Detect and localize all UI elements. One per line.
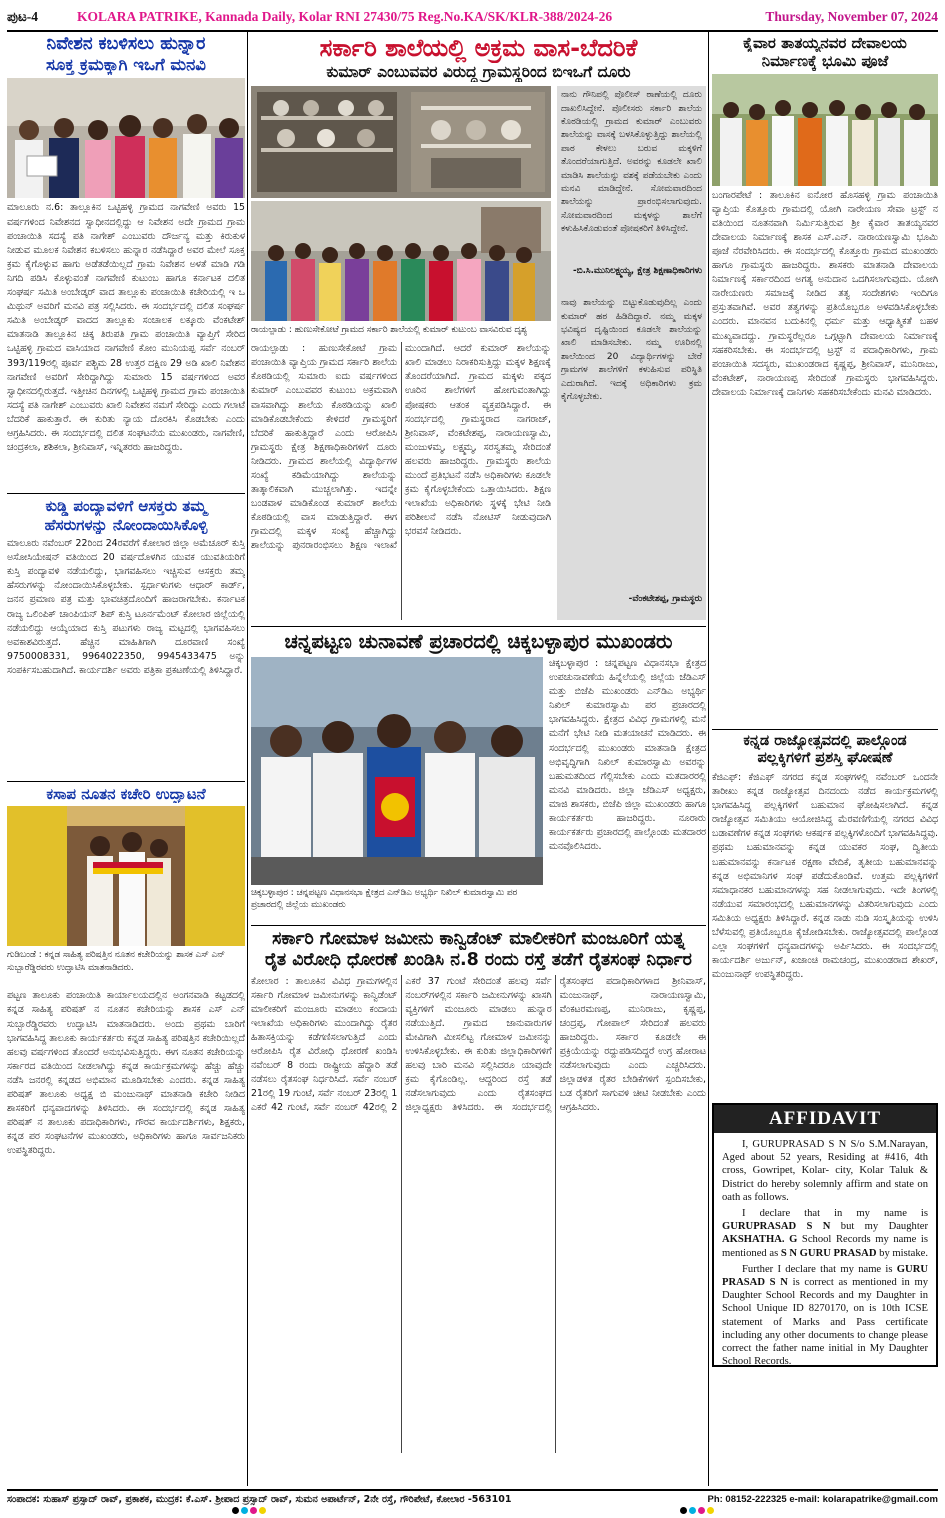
page-label: ಪುಟ-4 (7, 9, 39, 24)
story-wrestling-body: ಮಾಲೂರು ನವೆಂಬರ್ 22ರಿಂದ 24ರವರೆಗೆ ಕೋಲಾರ ಜಿಲ್ಲಾ ಅಮೆಚೂರ್ ಕುಸ್ತಿ ಅಸೋಸಿಯೇಷನ್ ವತಿಯಿಂದ 20 ವರ್ಷದೊಳಗಿನ ಯುವಕ ಯುವತಿಯರಿಗೆ ಕುಸ್ತಿ ಪಂದ್ಯಾವಳಿ ನಡೆಯಲಿದ್ದು, ಭಾಗವಹಿಸಲು ಇಚ್ಚಿಸುವ ಆಸಕ್ತರು ತಮ್ಮ ಹೆಸರುಗಳನ್ನು ನೋಂದಾಯಿಸಿಕೊಳ್ಳಬೇಕು. ಸ್ಪರ್ಧಾಳುಗಳು ಆಧಾರ್ ಕಾರ್ಡ್, ಜನನ ಪ್ರಮಾಣ ಪತ್ರ ಮತ್ತು ಭಾವಚಿತ್ರದೊಂದಿಗೆ ಹಾಜರಾಗಬೇಕು. ಕರ್ನಾಟಕ ರಾಜ್ಯ ಒಲಿಂಪಿಕ್ ಚಾಂಪಿಯನ್ ಶಿಪ್ ಕುಸ್ತಿ ಟೂರ್ನಮೆಂಟ್ ಕೋಲಾರ ಜಿಲ್ಲೆಯಲ್ಲಿ ನಡೆಯಲಿದ್ದು ಆಯ್ಕೆಯಾದ ಕುಸ್ತಿ ಪಟುಗಳು ರಾಜ್ಯ ಮಟ್ಟದಲ್ಲಿ ಭಾಗವಹಿಸಲು ಅವಕಾಶವಿರುತ್ತದೆ. ಹೆಚ್ಚಿನ ಮಾಹಿತಿಗಾಗಿ ದೂರವಾಣಿ ಸಂಖ್ಯೆ 9750008331, 9964022350, 9945433475 ಅನ್ನು ಸಂಪರ್ಕಿಸಬಹುದಾಗಿದೆ. ಕಾರ್ಯದರ್ಶಿ ಅವರು ಪತ್ರಿಕಾ ಪ್ರಕಟಣೆಯಲ್ಲಿ ತಿಳಿಸಿದ್ದಾರೆ. (7, 538, 245, 676)
rajyotsava-story-body: ಕೆಜಿಎಫ್: ಕೆಜಿಎಫ್ ನಗರದ ಕನ್ನಡ ಸಂಘಗಳಲ್ಲಿ ನವೆಂಬರ್ ಒಂದನೇ ತಾರೀಖು ಕನ್ನಡ ರಾಜ್ಯೋತ್ಸವ ದಿನದಂದು ನಡೆದ ಕಾರ್ಯಕ್ರಮಗಳಲ್ಲಿ ಭಾಗವಹಿಸಿದ್ದ ಪಲ್ಲಕ್ಕಿಗಳಿಗೆ ಬಹುಮಾನ ಘೋಷಿಸಲಾಗಿದೆ. ಕನ್ನಡ ರಾಜ್ಯೋತ್ಸವ ಸಮಿತಿಯು ಆಯೋಜಿಸಿದ್ದ ಮೆರವಣಿಗೆಯಲ್ಲಿ ನಗರದ ವಿವಿಧ ಬಡಾವಣೆಗಳ ಕನ್ನಡ ಸಂಘಗಳು ಆಕರ್ಷಕ ಪಲ್ಲಕ್ಕಿಗಳೊಂದಿಗೆ ಭಾಗವಹಿಸಿದ್ದವು. ಪ್ರಥಮ ಬಹುಮಾನವನ್ನು ಕನ್ನಡ ಯುವಕರ ಸಂಘ, ದ್ವಿತೀಯ ಬಹುಮಾನವನ್ನು ಕರ್ನಾಟಕ ರಕ್ಷಣಾ ವೇದಿಕೆ, ತೃತೀಯ ಬಹುಮಾನವನ್ನು ಕನ್ನಡ ಅಭಿಮಾನಿಗಳ ಸಂಘ ಪಡೆದುಕೊಂಡಿವೆ. ಉತ್ತಮ ಪಲ್ಲಕ್ಕಿಗಳಿಗೆ ಸಮಾಧಾನಕರ ಬಹುಮಾನಗಳನ್ನು ಸಹ ನೀಡಲಾಗುವುದು. ಇದೇ ತಿಂಗಳಲ್ಲಿ ನಡೆಯುವ ಸಮಾರಂಭದಲ್ಲಿ ಬಹುಮಾನಗಳನ್ನು ವಿತರಿಸಲಾಗುವುದು ಎಂದು ಸಮಿತಿಯ ಅಧ್ಯಕ್ಷರು ತಿಳಿಸಿದ್ದಾರೆ. ಕನ್ನಡ ನಾಡು ನುಡಿ ಸಂಸ್ಕೃತಿಯನ್ನು ಉಳಿಸಿ ಬೆಳೆಸುವಲ್ಲಿ ಪ್ರತಿಯೊಬ್ಬರೂ ಕೈಜೋಡಿಸಬೇಕು. ರಾಜ್ಯೋತ್ಸವದಲ್ಲಿ ಪಾಲ್ಗೊಂಡ ಎಲ್ಲಾ ಸಂಘಗಳಿಗೆ ಧನ್ಯವಾದಗಳನ್ನು ಅರ್ಪಿಸಿದರು. ಈ ಸಂದರ್ಭದಲ್ಲಿ ಕಾರ್ಯದರ್ಶಿ ಅರ್ಜುನ್, ಖಜಾಂಚಿ ರಾಮಚಂದ್ರ, ಮುಖಂಡರಾದ ಶೇಖರ್, ಮಂಜುನಾಥ್ ಉಪಸ್ಥಿತರಿದ್ದರು. (712, 771, 938, 981)
photo-kasapa (7, 806, 245, 946)
column-divider (708, 32, 709, 1486)
story-site-grab-body: ಮಾಲೂರು ನ.6: ತಾಲ್ಲೂಕಿನ ಒಟ್ಟಿಹಳ್ಳಿ ಗ್ರಾಮದ ನಾಗವೇಣಿ ಅವರು 15 ವರ್ಷಗಳಿಂದ ನಿವೇಶನದ ಸ್ವಾಧೀನದಲ್ಲಿದ್ದು ಆ ನಿವೇಶನ ಅದೇ ಗ್ರಾಮದ ಗ್ರಾಮ ಪಂಚಾಯಿತಿ ಸದಸ್ಯೆ ಪತಿ ನಾಗೇಶ್ ಎಂಬುವರು ದೌರ್ಜನ್ಯ ಮತ್ತು ಕಿರುಕುಳ ನೀಡುವ ಮೂಲಕ ನಿವೇಶನ ಕಬಳಿಸಲು ಹುನ್ನಾರ ನಡೆಸಿದ್ದಾರೆ ಅವರ ಮೇಲೆ ಸೂಕ್ತ ಕ್ರಮ ಕೈಗೊಳ್ಳುವ ಹಾಗು ಅಡೆತಡೆಯಿಲ್ಲದೆ ಗ್ರಾಮ ನಿವೇಶನ ಅಳತೆ ಮಾಡಿ ಗಡಿ ನಿಗದಿ ಪಡಿಸಿ ಕೊಳ್ಳುವಂತೆ ನಾಗವೇಣಿ ಕುಟುಂಬ ಹಾಗೂ ಕರ್ನಾಟಕ ದಲಿತ ಸಂಘರ್ಷ ಸಮಿತಿ ಅಂಬೇಡ್ಕರ್ ವಾದ ತಾಲ್ಲೂಕು ಪಂಚಾಯಿತಿ ಕಚೇರಿಯಲ್ಲಿ ಇ ಒ ಮಿಥುನ್ ಅವರಿಗೆ ಮನವಿ ಪತ್ರ ಸಲ್ಲಿಸಿದರು. ಈ ಸಂದರ್ಭದಲ್ಲಿ ದಲಿತ ಸಂಘರ್ಷ ಸಮಿತಿ ಅಂಬೇಡ್ಕರ್ ವಾದದ ತಾಲ್ಲೂಕು ಸಂಚಾಲಕ ಲಕ್ಕೂರು ವೆಂಕಟೇಶ್ ಮಾತನಾಡಿ ತಾಲ್ಲೂಕಿನ ಚಿಕ್ಕ ತಿರುಪತಿ ಗ್ರಾಮ ಪಂಚಾಯಿತಿ ವ್ಯಾಪ್ತಿಗೆ ಸೇರಿದ ಒಟ್ಟಿಹಳ್ಳಿ ಗ್ರಾಮದ ವಾಸಿಯಾದ ನಾಗವೇಣಿ ಕೋಂ ಮುನಿಯಪ್ಪ ಸರ್ವೆ ನಂಬರ್ 393/119ರಲ್ಲಿ ಪೂರ್ವ ಪಶ್ಚಿಮ 28 ಉತ್ತರ ದಕ್ಷಿಣ 29 ಅಡಿ ಖಾಲಿ ನಿವೇಶನ ನಾಗವೇಣಿ ಅವರಿಗೆ ಸೇರಿದ್ದಾಗಿದ್ದು ಸುಮಾರು 15 ವರ್ಷಗಳಿಂದ ಅವರ ಸ್ವಾಧೀನದಲ್ಲಿರುತ್ತದೆ. ಇತ್ತೀಚಿನ ದಿನಗಳಲ್ಲಿ ಒಟ್ಟಿಹಳ್ಳಿ ಗ್ರಾಮದ ಗ್ರಾಮ ಪಂಚಾಯಿತಿ ಸದಸ್ಯೆ ಪತಿ ನಾಗೇಶ್ ಎಂಬುವರು ಖಾಲಿ ನಿವೇಶನ ನಮಗೆ ಸೇರಿದ್ದು ಎಂದು ಗಲಾಟೆ ಬೆದರಿಕೆ ಹಾಕುತ್ತಾರೆ. ಈ ಕುರಿತು ನ್ಯಾಯ ದೊರಕಿಸಿ ಕೊಡಬೇಕು ಎಂದು ಆಗ್ರಹಿಸಿದರು. ಈ ಸಂದರ್ಭದಲ್ಲಿ ದಲಿತ ಸಂಘಟನೆಯ ಮುಖಂಡರು, ನಾಗವೇಣಿ, ಚಂದ್ರಕಲಾ, ಶಶಿಕಲಾ, ಶ್ರೀನಿವಾಸ್, ಇನ್ನಿತರರು ಹಾಜರಿದ್ದರು. (7, 202, 245, 454)
column-right (712, 32, 938, 1367)
footer-credits: ಸಂಪಾದಕ: ಸುಹಾಸ್ ಪ್ರಸ್ಸಾದ್ ರಾವ್, ಪ್ರಕಾಶಕ, ಮುದ್ರಕ: ಕೆ.ಎಸ್. ಶ್ರೀಪಾದ ಪ್ರಸ್ಸಾದ್ ರಾವ್, ಸುಮನ ಅಪಾರ್ಟೆನ್, 2ನೇ ರಸ್ತೆ, ಗೌರಿಪೇಟೆ, ಕೋಲಾರ -563101 (7, 1493, 512, 1505)
headline-wrestling: ಕುಡ್ಡಿ ಪಂದ್ಯಾವಳಿಗೆ ಆಸಕ್ತರು ತಮ್ಮ (45, 497, 207, 516)
campaign-leaders-image (251, 657, 543, 885)
lead-story-body: ರಾಯಲ್ಪಾಡು : ಹುಣುಸೇಕೋಟೆ ಗ್ರಾಮ ಪಂಚಾಯಿತಿ ವ್ಯಾಪ್ತಿಯ ಗ್ರಾಮದ ಸರ್ಕಾರಿ ಶಾಲೆಯ ಕೊಠಡಿಯಲ್ಲಿ ಸುಮಾರು ಐದು ವರ್ಷಗಳಿಂದ ಕುಮಾರ್ ಎಂಬುವವರ ಕುಟುಂಬ ಅಕ್ರಮವಾಗಿ ವಾಸವಾಗಿದ್ದು ಶಾಲೆಯ ಕೊಠಡಿಯನ್ನು ಖಾಲಿ ಮಾಡಿಕೊಡಬೇಕೆಂದು ಕೇಳಿದರೆ ಗ್ರಾಮಸ್ಥರಿಗೆ ಬೆದರಿಕೆ ಹಾಕುತ್ತಿದ್ದಾರೆ ಎಂದು ಆರೋಪಿಸಿ ಗ್ರಾಮಸ್ಥರು ಕ್ಷೇತ್ರ ಶಿಕ್ಷಣಾಧಿಕಾರಿಗಳಿಗೆ ದೂರು ನೀಡಿದರು. ಗ್ರಾಮದ ಶಾಲೆಯಲ್ಲಿ ವಿದ್ಯಾರ್ಥಿಗಳ ಸಂಖ್ಯೆ ಕಡಿಮೆಯಾಗಿದ್ದು ಶಾಲೆಯನ್ನು ತಾತ್ಕಾಲಿಕವಾಗಿ ಮುಚ್ಚಲಾಗಿತ್ತು. ಇದನ್ನೇ ಬಂಡವಾಳ ಮಾಡಿಕೊಂಡ ಕುಮಾರ್ ಶಾಲೆಯ ಕೊಠಡಿಯಲ್ಲಿ ವಾಸ ಮಾಡುತ್ತಿದ್ದಾರೆ. ಈಗ ಗ್ರಾಮದಲ್ಲಿ ಮಕ್ಕಳ ಸಂಖ್ಯೆ ಹೆಚ್ಚಾಗಿದ್ದು ಶಾಲೆಯನ್ನು ಪುನರಾರಂಭಿಸಲು ಶಿಕ್ಷಣ ಇಲಾಖೆ ಮುಂದಾಗಿದೆ. ಆದರೆ ಕುಮಾರ್ ಶಾಲೆಯನ್ನು ಖಾಲಿ ಮಾಡಲು ನಿರಾಕರಿಸುತ್ತಿದ್ದು ಮಕ್ಕಳ ಶಿಕ್ಷಣಕ್ಕೆ ತೊಂದರೆಯಾಗಿದೆ. ಗ್ರಾಮದ ಮಕ್ಕಳು ಪಕ್ಕದ ಊರಿನ ಶಾಲೆಗಳಿಗೆ ಹೋಗುವಂತಾಗಿದ್ದು ಪೋಷಕರು ಆತಂಕ ವ್ಯಕ್ತಪಡಿಸಿದ್ದಾರೆ. ಈ ಸಂದರ್ಭದಲ್ಲಿ ಗ್ರಾಮಸ್ಥರಾದ ನಾಗರಾಜ್, ಶ್ರೀನಿವಾಸ್, ವೆಂಕಟೇಶಪ್ಪ, ನಾರಾಯಣಸ್ವಾಮಿ, ಮಂಜುಳಮ್ಮ, ಲಕ್ಷ್ಮಮ್ಮ, ಸರಸ್ವತಮ್ಮ ಸೇರಿದಂತೆ ಹಲವರು ಹಾಜರಿದ್ದರು. ಗ್ರಾಮಸ್ಥರು ಶಾಲೆಯ ಮುಂದೆ ಪ್ರತಿಭಟನೆ ನಡೆಸಿ ಅಧಿಕಾರಿಗಳು ಕೂಡಲೇ ಕ್ರಮ ಕೈಗೊಳ್ಳಬೇಕೆಂದು ಒತ್ತಾಯಿಸಿದರು. ಶಿಕ್ಷಣ ಇಲಾಖೆಯ ಅಧಿಕಾರಿಗಳು ಸ್ಥಳಕ್ಕೆ ಭೇಟಿ ನೀಡಿ ಪರಿಶೀಲನೆ ನಡೆಸಿ ನೋಟಿಸ್ ನೀಡುವುದಾಗಿ ಭರವಸೆ ನೀಡಿದರು. (251, 343, 551, 552)
headline-site-grab: ನಿವೇಶನ ಕಬಳಿಸಲು ಹುನ್ನಾರ (46, 34, 206, 54)
masthead: KOLARA PATRIKE, Kannada Daily, Kolar RNI 27430/75 Reg.No.KA/SK/KLR-388/2024-26 (77, 9, 613, 24)
issue-date: Thursday, November 07, 2024 (765, 9, 938, 24)
gomala-story-body: ಕೋಲಾರ : ತಾಲೂಕಿನ ವಿವಿಧ ಗ್ರಾಮಗಳಲ್ಲಿನ ಸರ್ಕಾರಿ ಗೋಮಾಳ ಜಮೀನುಗಳನ್ನು ಕಾನ್ವಿಡೆಂಟ್ ಮಾಲೀಕರಿಗೆ ಮಂಜೂರು ಮಾಡಲು ಕಂದಾಯ ಇಲಾಖೆಯ ಅಧಿಕಾರಿಗಳು ಮುಂದಾಗಿದ್ದು ರೈತರ ಹಿತಾಸಕ್ತಿಯನ್ನು ಕಡೆಗಣಿಸಲಾಗುತ್ತಿದೆ ಎಂದು ಆರೋಪಿಸಿ ರೈತ ವಿರೋಧಿ ಧೋರಣೆ ಖಂಡಿಸಿ ನವೆಂಬರ್ 8 ರಂದು ರಾಷ್ಟ್ರೀಯ ಹೆದ್ದಾರಿ ತಡೆ ನಡೆಸಲು ರೈತಸಂಘ ನಿರ್ಧರಿಸಿದೆ. ಸರ್ವೆ ನಂಬರ್ 21ರಲ್ಲಿ 19 ಗುಂಟೆ, ಸರ್ವೆ ನಂಬರ್ 23ರಲ್ಲಿ 1 ಎಕರೆ 42 ಗುಂಟೆ, ಸರ್ವೆ ನಂಬರ್ 42ರಲ್ಲಿ 2 ಎಕರೆ 37 ಗುಂಟೆ ಸೇರಿದಂತೆ ಹಲವು ಸರ್ವೆ ನಂಬರ್‌ಗಳಲ್ಲಿನ ಸರ್ಕಾರಿ ಜಮೀನುಗಳನ್ನು ಖಾಸಗಿ ವ್ಯಕ್ತಿಗಳಿಗೆ ಮಂಜೂರು ಮಾಡಲು ಹುನ್ನಾರ ನಡೆಯುತ್ತಿದೆ. ಗ್ರಾಮದ ಜಾನುವಾರುಗಳ ಮೇವಿಗಾಗಿ ಮೀಸಲಿಟ್ಟ ಗೋಮಾಳ ಜಮೀನನ್ನು ಉಳಿಸಿಕೊಳ್ಳಬೇಕು. ಈ ಕುರಿತು ಜಿಲ್ಲಾಧಿಕಾರಿಗಳಿಗೆ ಹಲವು ಬಾರಿ ಮನವಿ ಸಲ್ಲಿಸಿದರೂ ಯಾವುದೇ ಕ್ರಮ ಕೈಗೊಂಡಿಲ್ಲ. ಆದ್ದರಿಂದ ರಸ್ತೆ ತಡೆ ನಡೆಸಲಾಗುವುದು ಎಂದು ರೈತಸಂಘದ ಜಿಲ್ಲಾಧ್ಯಕ್ಷರು ತಿಳಿಸಿದರು. ಈ ಸಂದರ್ಭದಲ್ಲಿ ರೈತಸಂಘದ ಪದಾಧಿಕಾರಿಗಳಾದ ಶ್ರೀನಿವಾಸ್, ಮಂಜುನಾಥ್, ನಾರಾಯಣಸ್ವಾಮಿ, ವೆಂಕಟರಮಣಪ್ಪ, ಮುನಿರಾಜು, ಕೃಷ್ಣಪ್ಪ, ಚಂದ್ರಪ್ಪ, ಗೋಪಾಲ್ ಸೇರಿದಂತೆ ಹಲವರು ಹಾಜರಿದ್ದರು. ಸರ್ಕಾರ ಕೂಡಲೇ ಈ ಪ್ರಕ್ರಿಯೆಯನ್ನು ರದ್ದುಪಡಿಸದಿದ್ದರೆ ಉಗ್ರ ಹೋರಾಟ ನಡೆಸಲಾಗುವುದು ಎಂದು ಎಚ್ಚರಿಸಿದರು. ಜಿಲ್ಲಾಡಳಿತ ರೈತರ ಬೇಡಿಕೆಗಳಿಗೆ ಸ್ಪಂದಿಸಬೇಕು, ಬಡ ರೈತರಿಗೆ ಸಾಗುವಳಿ ಚೀಟಿ ನೀಡಬೇಕು ಎಂದು ಆಗ್ರಹಿಸಿದರು. (251, 975, 706, 1114)
page-footer (7, 1489, 938, 1507)
headline-school-occupation-sub: ಕುಮಾರ್ ಎಂಬುವವರ ವಿರುದ್ಧ ಗ್ರಾಮಸ್ಥರಿಂದ ಬಿಇಒಗೆ ದೂರು (326, 63, 631, 82)
kaivara-story-body: ಬಂಗಾರಪೇಟೆ : ತಾಲೂಕಿನ ಐನೋರ ಹೊಸಹಳ್ಳಿ ಗ್ರಾಮ ಪಂಚಾಯಿತಿ ವ್ಯಾಪ್ತಿಯ ಕೊತ್ತೂರು ಗ್ರಾಮದಲ್ಲಿ ಯೋಗಿ ನಾರೇಯಣ ಸೇವಾ ಟ್ರಸ್ಟ್ ನ ವತಿಯಿಂದ ನೂತನವಾಗಿ ನಿರ್ಮಿಸುತ್ತಿರುವ ಶ್ರೀ ಕೈವಾರ ತಾತಯ್ಯನವರ ದೇವಾಲಯ ನಿರ್ಮಾಣಕ್ಕೆ ಶಾಸಕ ಎಸ್.ಎನ್. ನಾರಾಯಣಸ್ವಾಮಿ ಭೂಮಿ ಪೂಜೆ ನೆರವೇರಿಸಿದರು. ಈ ಸಂದರ್ಭದಲ್ಲಿ ಕೊತ್ತೂರು ಗ್ರಾಮದ ಮುಖಂಡರು ಹಾಗೂ ಗ್ರಾಮಸ್ಥರು ಹಾಜರಿದ್ದರು. ಶಾಸಕರು ಮಾತನಾಡಿ ದೇವಾಲಯ ನಿರ್ಮಾಣಕ್ಕೆ ಸರ್ಕಾರದಿಂದ ಅಗತ್ಯ ಅನುದಾನ ಒದಗಿಸಲಾಗುವುದು. ಯೋಗಿ ನಾರೇಯಣರು ಸಮಾಜಕ್ಕೆ ನೀಡಿದ ತತ್ವ ಸಂದೇಶಗಳು ಇಂದಿಗೂ ಪ್ರಸ್ತುತವಾಗಿವೆ. ಅವರ ತತ್ವಗಳನ್ನು ಪ್ರತಿಯೊಬ್ಬರೂ ಅಳವಡಿಸಿಕೊಳ್ಳಬೇಕು ಎಂದರು. ಮಾನವನ ಬದುಕಿನಲ್ಲಿ ಧರ್ಮ ಮತ್ತು ಆಧ್ಯಾತ್ಮಿಕತೆ ಬಹಳ ಮುಖ್ಯವಾದದ್ದು. ಗ್ರಾಮಸ್ಥರೆಲ್ಲರೂ ಒಗ್ಗಟ್ಟಾಗಿ ದೇವಾಲಯ ನಿರ್ಮಾಣಕ್ಕೆ ಸಹಕರಿಸಬೇಕು. ಈ ಸಂದರ್ಭದಲ್ಲಿ ಟ್ರಸ್ಟ್ ನ ಪದಾಧಿಕಾರಿಗಳು, ಗ್ರಾಮ ಪಂಚಾಯಿತಿ ಸದಸ್ಯರು, ಮುಖಂಡರಾದ ಕೃಷ್ಣಪ್ಪ, ಶ್ರೀನಿವಾಸ್, ಮುನಿರಾಜು, ವೆಂಕಟೇಶ್, ನಾರಾಯಣಪ್ಪ ಸೇರಿದಂತೆ ಗ್ರಾಮಸ್ಥರು ಭಾಗವಹಿಸಿದ್ದರು. ದೇವಾಲಯ ನಿರ್ಮಾಣಕ್ಕೆ ದಾನಿಗಳು ಸಹಕರಿಸಬೇಕೆಂದು ಮನವಿ ಮಾಡಿದರು. (712, 189, 938, 398)
headline-kaivara-temple: ಕೈವಾರ ತಾತಯ್ಯನವರ ದೇವಾಲಯ (743, 34, 907, 52)
lead-story-block (251, 86, 706, 620)
footer-contact: Ph: 08152-222325 e-mail: kolarapatrike@gmail.com (707, 1493, 938, 1505)
story-divider (251, 925, 706, 926)
headline-channapatna-campaign: ಚನ್ನಪಟ್ಟಣ ಚುನಾವಣೆ ಪ್ರಚಾರದಲ್ಲಿ ಚಿಕ್ಕಬಳ್ಳಾಪುರ ಮುಖಂಡರು (284, 630, 673, 654)
affidavit-body (714, 1133, 936, 1376)
bhoomi-pooja-image (712, 74, 938, 186)
photo-petition (7, 78, 245, 198)
campaign-caption: ಚಿಕ್ಕಬಳ್ಳಾಪುರ : ಚನ್ನಪಟ್ಟಣ ವಿಧಾನಸಭಾ ಕ್ಷೇತ್ರದ ಎನ್‌ಡಿಎ ಅಭ್ಯರ್ಥಿ ನಿಖಿಲ್ ಕುಮಾರಸ್ವಾಮಿ ಪರ ಪ್ರಚಾರದಲ್ಲಿ ಜಿಲ್ಲೆಯ ಮುಖಂಡರು (251, 887, 518, 911)
headline-gomala-land: ಸರ್ಕಾರಿ ಗೋಮಾಳ ಜಮೀನು ಕಾನ್ವಿಡೆಂಟ್ ಮಾಲೀಕರಿಗೆ ಮಂಜೂರಿಗೆ ಯತ್ನ (272, 928, 685, 949)
headline-kasapa-office: ಕಸಾಪ ನೂತನ ಕಚೇರಿ ಉದ್ಘಾಟನೆ (46, 785, 206, 804)
photo-bhoomi-pooja (712, 74, 938, 186)
headline-gomala-land-sub: ರೈತ ವಿರೋಧಿ ಧೋರಣೆ ಖಂಡಿಸಿ ನ.8 ರಂದು ರಸ್ತೆ ತಡೆಗೆ ರೈತಸಂಘ ನಿರ್ಧಾರ (265, 950, 692, 971)
photo-villagers (251, 201, 551, 321)
campaign-story-body: ಚಿಕ್ಕಬಳ್ಳಾಪುರ : ಚನ್ನಪಟ್ಟಣ ವಿಧಾನಸಭಾ ಕ್ಷೇತ್ರದ ಉಪಚುನಾವಣೆಯ ಹಿನ್ನೆಲೆಯಲ್ಲಿ ಜಿಲ್ಲೆಯ ಜೆಡಿಎಸ್ ಮತ್ತು ಬಿಜೆಪಿ ಮುಖಂಡರು ಎನ್‌ಡಿಎ ಅಭ್ಯರ್ಥಿ ನಿಖಿಲ್ ಕುಮಾರಸ್ವಾಮಿ ಪರ ಪ್ರಚಾರದಲ್ಲಿ ಭಾಗವಹಿಸಿದ್ದರು. ಕ್ಷೇತ್ರದ ವಿವಿಧ ಗ್ರಾಮಗಳಲ್ಲಿ ಮನೆ ಮನೆಗೆ ಭೇಟಿ ನೀಡಿ ಮತಯಾಚನೆ ಮಾಡಿದರು. ಈ ಸಂದರ್ಭದಲ್ಲಿ ಮುಖಂಡರು ಮಾತನಾಡಿ ಕ್ಷೇತ್ರದ ಅಭಿವೃದ್ಧಿಗಾಗಿ ನಿಖಿಲ್ ಕುಮಾರಸ್ವಾಮಿ ಅವರನ್ನು ಬಹುಮತದಿಂದ ಗೆಲ್ಲಿಸಬೇಕು ಎಂದು ಮತದಾರರಲ್ಲಿ ಮನವಿ ಮಾಡಿದರು. ಜಿಲ್ಲಾ ಜೆಡಿಎಸ್ ಅಧ್ಯಕ್ಷರು, ಮಾಜಿ ಶಾಸಕರು, ಬಿಜೆಪಿ ಜಿಲ್ಲಾ ಮುಖಂಡರು ಹಾಗೂ ಕಾರ್ಯಕರ್ತರು ಹಾಜರಿದ್ದರು. ನೂರಾರು ಕಾರ್ಯಕರ್ತರು ಪ್ರಚಾರದಲ್ಲಿ ಪಾಲ್ಗೊಂಡು ಮತದಾರರ ಮನವೊಲಿಸಿದರು. (549, 657, 706, 853)
column-left (7, 32, 245, 1311)
story-divider (712, 729, 938, 730)
quote-box (557, 86, 706, 620)
column-center (251, 32, 706, 1453)
petition-group-image (7, 78, 245, 198)
print-registration-marks (232, 1507, 266, 1514)
story-divider (251, 626, 706, 627)
headline-site-grab-sub: ಸೂಕ್ತ ಕ್ರಮಕ್ಕಾಗಿ ಇಒಗೆ ಮನವಿ (46, 55, 206, 75)
office-inauguration-image (7, 806, 245, 946)
affidavit-para-3: Further I declare that my name is GURU PRASAD S N is correct as mentioned in my Daughter School Records and my Daughter in School Unique ID 8270170, on is 10th ICSE statement of Marks and Pass certificate including any other documents to change please correct the father name initial in My Daughter School Records. (722, 1263, 928, 1368)
photo-kitchen (251, 86, 551, 198)
columns (7, 32, 938, 1486)
quote-beo-text: ನಾನು ಗೌನಿಪಲ್ಲಿ ಪೊಲೀಸ್ ಠಾಣೆಯಲ್ಲಿ ದೂರು ದಾಖಲಿಸಿದ್ದೇನೆ. ಪೊಲೀಸರು ಸರ್ಕಾರಿ ಶಾಲೆಯ ಕೊಠಡಿಯಲ್ಲಿ ಗ್ರಾಮದ ಕುಮಾರ್ ಎಂಬುವರು ಶಾಲೆಯನ್ನು ವಾಸಕ್ಕೆ ಬಳಸಿಕೊಳ್ಳುತ್ತಿದ್ದು ಶಾಲೆಯಲ್ಲಿ ಪಾಠ ಕೇಳಲು ಬರುವ ಮಕ್ಕಳಿಗೆ ತೊಂದರೆಯಾಗುತ್ತಿದೆ. ಅವರನ್ನು ಕೂಡಲೇ ಖಾಲಿ ಮಾಡಿಸಿ ಶಾಲೆಯನ್ನು ವಶಕ್ಕೆ ಪಡೆಯಬೇಕು ಎಂದು ಮನವಿ ಮಾಡಿದ್ದೇನೆ. ಸೋಮವಾರದಿಂದ ಶಾಲೆಯನ್ನು ಪ್ರಾರಂಭಿಸಲಾಗುವುದು. ಸೋಮವಾರದಿಂದ ಮಕ್ಕಳನ್ನು ಶಾಲೆಗೆ ಕಳುಹಿಸಿಕೊಡುವಂತೆ ಪೋಷಕರಿಗೆ ತಿಳಿಸಿದ್ದೇನೆ. (561, 90, 702, 235)
kasapa-caption: ಗುಡಿಬಂಡೆ : ಕನ್ನಡ ಸಾಹಿತ್ಯ ಪರಿಷತ್ತಿನ ನೂತನ ಕಚೇರಿಯನ್ನು ಶಾಸಕ ಎಸ್ ಎನ್ ಸುಬ್ಬಾರೆಡ್ಡಿರವರು ಉದ್ಘಾಟಿಸಿ ಮಾತನಾಡಿದರು. (7, 950, 225, 973)
affidavit-para-2: I declare that in my name is GURUPRASAD S N but my Daughter AKSHATHA. G School Records my name is mentioned as S N GURU PRASAD by mistake. (722, 1207, 928, 1259)
headline-kaivara-temple-sub: ನಿರ್ಮಾಣಕ್ಕೆ ಭೂಮಿ ಪೂಜೆ (761, 52, 889, 71)
column-divider (247, 32, 248, 1486)
headline-school-occupation: ಸರ್ಕಾರಿ ಶಾಲೆಯಲ್ಲಿ ಅಕ್ರಮ ವಾಸ-ಬೆದರಿಕೆ (319, 34, 638, 62)
story-kasapa-body: ಪಟ್ಟಣ ತಾಲೂಕು ಪಂಚಾಯಿತಿ ಕಾರ್ಯಾಲಯದಲ್ಲಿನ ಅಂಗನವಾಡಿ ಕಟ್ಟಡದಲ್ಲಿ ಕನ್ನಡ ಸಾಹಿತ್ಯ ಪರಿಷತ್ ನ ನೂತನ ಕಚೇರಿಯನ್ನು ಶಾಸಕ ಎಸ್ ಎನ್ ಸುಬ್ಬಾರೆಡ್ಡಿರವರು ಉದ್ಘಾಟಿಸಿ ಮಾತನಾಡಿದರು. ಅಂದು ಪ್ರಥಮ ಬಾರಿಗೆ ಭಾಗವಹಿಸಿದ್ದ ತಾಲೂಕು ಕಾರ್ಯಕರ್ತರು ಕನ್ನಡ ಸಾಹಿತ್ಯ ಪರಿಷತ್ತಿನ ಕಚೇರಿಯಿಲ್ಲದೆ ಹಲವು ವರ್ಷಗಳಿಂದ ತೊಂದರೆ ಅನುಭವಿಸುತ್ತಿದ್ದರು. ಈಗ ನೂತನ ಕಚೇರಿಯನ್ನು ಸರ್ಕಾರದ ವತಿಯಿಂದ ನೀಡಲಾಗಿದ್ದು ಕನ್ನಡ ಕಾರ್ಯಕ್ರಮಗಳನ್ನು ಹೆಚ್ಚು ಹೆಚ್ಚು ನಡೆಸಿ ಜನರಲ್ಲಿ ಕನ್ನಡದ ಅಭಿಮಾನ ಮೂಡಿಸಬೇಕು ಎಂದರು. ಕನ್ನಡ ಸಾಹಿತ್ಯ ಪರಿಷತ್ ತಾಲೂಕು ಅಧ್ಯಕ್ಷ ಬಿ ಮಂಜುನಾಥ್ ಮಾತನಾಡಿ ಕಚೇರಿ ನೀಡಿದ ಶಾಸಕರಿಗೆ ಧನ್ಯವಾದಗಳನ್ನು ತಿಳಿಸಿದರು. ಈ ಸಂದರ್ಭದಲ್ಲಿ ಕನ್ನಡ ಸಾಹಿತ್ಯ ಪರಿಷತ್ ನ ತಾಲೂಕು ಪದಾಧಿಕಾರಿಗಳು, ಗೌರವ ಕಾರ್ಯದರ್ಶಿಗಳು, ಶಿಕ್ಷಕರು, ಕನ್ನಡ ಪರ ಸಂಘಟನೆಗಳ ಮುಖಂಡರು, ಅಧಿಕಾರಿಗಳು ಹಾಗೂ ಸಾರ್ವಜನಿಕರು ಉಪಸ್ಥಿತರಿದ್ದರು. (7, 990, 245, 1157)
photo-campaign (251, 657, 543, 885)
page-header (7, 4, 938, 32)
quote-beo-attribution: -ಬಿ.ಸಿ.ಮುನಿಲಕ್ಷ್ಮಯ್ಯ, ಕ್ಷೇತ್ರ ಶಿಕ್ಷಣಾಧಿಕಾರಿಗಳು (573, 266, 702, 277)
villagers-group-image (251, 201, 551, 321)
affidavit-title: AFFIDAVIT (714, 1105, 936, 1133)
headline-rajyotsava-palanquin-sub: ಪಲ್ಲಕ್ಕಿಗಳಿಗೆ ಪ್ರಶಸ್ತಿ ಘೋಷಣೆ (757, 750, 893, 767)
quote-villager-attribution: -ವೆಂಕಟೇಶಪ್ಪ, ಗ್ರಾಮಸ್ಥರು (628, 594, 702, 605)
affidavit-para-1: I, GURUPRASAD S N S/o S.M.Narayan, Aged about 52 years, Residing at #416, 4th cross, Gowripet, Kolar- city, Kolar Taluk & District do hereby solemnly affirm and state on oath as follows. (722, 1138, 928, 1203)
print-registration-marks (680, 1507, 714, 1514)
headline-rajyotsava-palanquin: ಕನ್ನಡ ರಾಜ್ಯೋತ್ಸವದಲ್ಲಿ ಪಾಲ್ಗೊಂಡ (743, 732, 907, 749)
school-photo-caption: ರಾಯಲ್ಪಾಡು : ಹುಣುಸೇಕೋಟೆ ಗ್ರಾಮದ ಸರ್ಕಾರಿ ಶಾಲೆಯಲ್ಲಿ ಕುಮಾರ್ ಕುಟುಂಬ ವಾಸವಿರುವ ದೃಶ್ಯ (251, 325, 528, 336)
school-room-utensils-image (251, 86, 551, 198)
headline-wrestling-sub: ಹೆಸರುಗಳನ್ನು ನೋಂದಾಯಿಸಿಕೊಳ್ಳಿ (44, 515, 208, 534)
quote-villager-text: ನಾವು ಶಾಲೆಯನ್ನು ಬಿಟ್ಟುಕೊಡುವುದಿಲ್ಲ ಎಂದು ಕುಮಾರ್ ಹಠ ಹಿಡಿದಿದ್ದಾರೆ. ನಮ್ಮ ಮಕ್ಕಳ ಭವಿಷ್ಯದ ದೃಷ್ಟಿಯಿಂದ ಕೂಡಲೇ ಶಾಲೆಯನ್ನು ಖಾಲಿ ಮಾಡಿಸಬೇಕು. ನಮ್ಮ ಊರಿನಲ್ಲಿ ಶಾಲೆಯಿಂದ 20 ವಿದ್ಯಾರ್ಥಿಗಳನ್ನು ಬೇರೆ ಗ್ರಾಮಗಳ ಶಾಲೆಗಳಿಗೆ ಕಳುಹಿಸುವ ಪರಿಸ್ಥಿತಿ ಎದುರಾಗಿದೆ. ಇದಕ್ಕೆ ಅಧಿಕಾರಿಗಳು ಕ್ರಮ ಕೈಗೊಳ್ಳಬೇಕು. (561, 298, 702, 403)
campaign-story-block (251, 657, 706, 919)
affidavit-box (712, 1103, 938, 1367)
story-divider (7, 781, 245, 782)
story-divider (7, 493, 245, 494)
